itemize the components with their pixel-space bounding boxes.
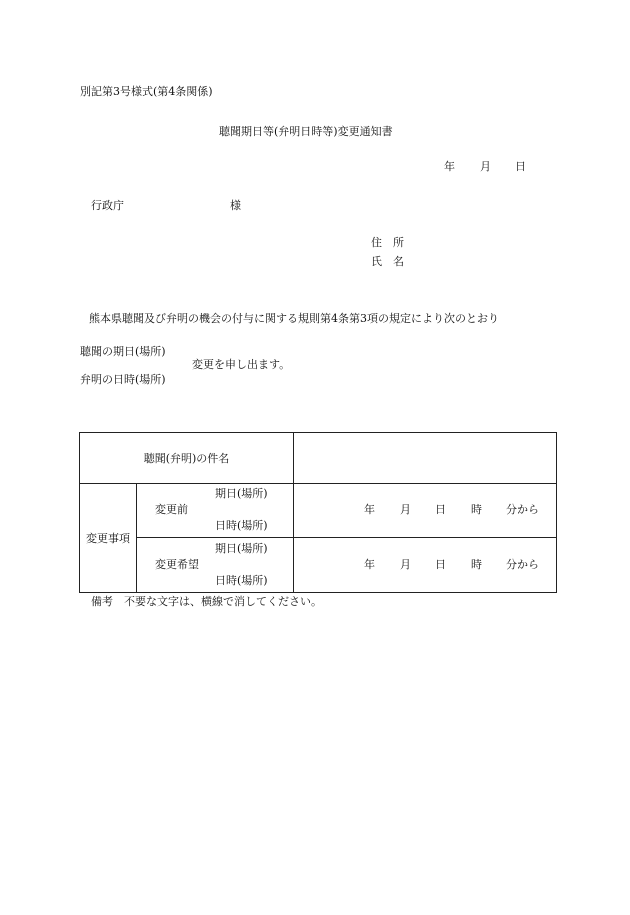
- change-table: [79, 432, 557, 593]
- before-datetime-cell[interactable]: [294, 484, 557, 538]
- before-label-cell: [137, 484, 294, 538]
- form-label: 別記第3号様式(第4条関係): [80, 85, 213, 98]
- desired-label-cell: [137, 538, 294, 593]
- desired-label: 変更希望: [155, 558, 199, 571]
- change-desired-row: [80, 538, 557, 593]
- before-label: 変更前: [155, 503, 188, 516]
- before-from: 分から: [506, 503, 539, 516]
- desired-year: 年: [364, 558, 375, 571]
- before-month: 月: [400, 503, 411, 516]
- option-explanation: 弁明の日時(場所): [80, 373, 166, 386]
- case-row: [80, 433, 557, 484]
- before-day: 日: [435, 503, 446, 516]
- desired-sub-top: 期日(場所): [215, 542, 268, 555]
- before-hour: 時: [471, 503, 482, 516]
- desired-hour: 時: [471, 558, 482, 571]
- date-day-label: 日: [515, 160, 526, 173]
- body-closing: 変更を申し出ます。: [192, 358, 291, 371]
- remarks-text: 不要な文字は、横線で消してください。: [124, 595, 322, 608]
- desired-day: 日: [435, 558, 446, 571]
- group-label: 変更事項: [86, 532, 130, 545]
- before-sub-bottom: 日時(場所): [215, 519, 268, 532]
- option-hearing: 聴聞の期日(場所): [80, 345, 166, 358]
- desired-month: 月: [400, 558, 411, 571]
- case-value-cell[interactable]: [294, 433, 557, 484]
- desired-sub-bottom: 日時(場所): [215, 574, 268, 587]
- desired-from: 分から: [506, 558, 539, 571]
- date-year-label: 年: [444, 160, 455, 173]
- addressee-honorific: 様: [230, 199, 241, 212]
- before-year: 年: [364, 503, 375, 516]
- change-before-row: [80, 484, 557, 538]
- sender-name-label: 氏 名: [371, 255, 404, 268]
- group-label-cell: [80, 484, 137, 593]
- addressee-agency: 行政庁: [91, 199, 124, 212]
- desired-datetime-cell[interactable]: [294, 538, 557, 593]
- case-label: 聴聞(弁明)の件名: [143, 452, 230, 465]
- remarks-label: 備考: [91, 595, 113, 608]
- document-title: 聴聞期日等(弁明日時等)変更通知書: [219, 125, 393, 138]
- case-label-cell: [80, 433, 294, 484]
- body-sentence: 熊本県聴聞及び弁明の機会の付与に関する規則第4条第3項の規定により次のとおり: [89, 312, 499, 325]
- before-sub-top: 期日(場所): [215, 487, 268, 500]
- sender-address-label: 住 所: [371, 236, 404, 249]
- date-month-label: 月: [480, 160, 491, 173]
